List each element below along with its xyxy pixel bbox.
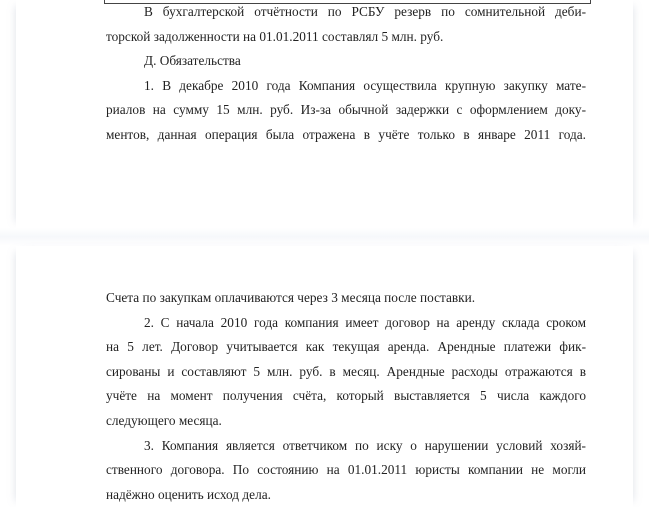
paragraph-line: учёте на момент получения счёта, который выставляется 5 числа каждого xyxy=(106,388,586,404)
paragraph-line: 3. Компания является ответчиком по иску о нарушении условий хозяй- xyxy=(144,437,586,453)
paragraph-line: на 5 лет. Договор учитывается как текущая аренда. Арендные платежи фик- xyxy=(106,339,586,355)
paragraph-line: Счета по закупкам оплачиваются через 3 месяца после поставки. xyxy=(106,290,476,305)
paragraph-line: сированы и составляют 5 млн. руб. в месяц. Арендные расходы отражаются в xyxy=(106,363,586,379)
paragraph-line: В бухгалтерской отчётности по РСБУ резерв по сомнительной деби- xyxy=(144,4,586,19)
section-heading: Д. Обязательства xyxy=(144,53,241,69)
paragraph-line: 1. В декабре 2010 года Компания осуществила крупную закупку мате- xyxy=(144,77,586,93)
page-2-text xyxy=(106,286,586,507)
paragraph-line: ментов, данная операция была отражена в учёте только в январе 2011 года. xyxy=(106,126,586,142)
paragraph-line: торской задолженности на 01.01.2011 составлял 5 млн. руб. xyxy=(106,28,444,44)
paragraph-line: надёжно оценить исход дела. xyxy=(106,486,271,502)
paragraph-line: 2. С начала 2010 года компания имеет договор на аренду склада сроком xyxy=(144,314,586,330)
paragraph-line: риалов на сумму 15 млн. руб. Из-за обычной задержки с оформлением доку- xyxy=(106,102,586,118)
paragraph-line: следующего месяца. xyxy=(106,412,222,428)
page-1-text xyxy=(106,0,586,148)
paragraph-line: ственного договора. По состоянию на 01.01.2011 юристы компании не могли xyxy=(106,462,586,478)
page-break xyxy=(0,228,649,246)
